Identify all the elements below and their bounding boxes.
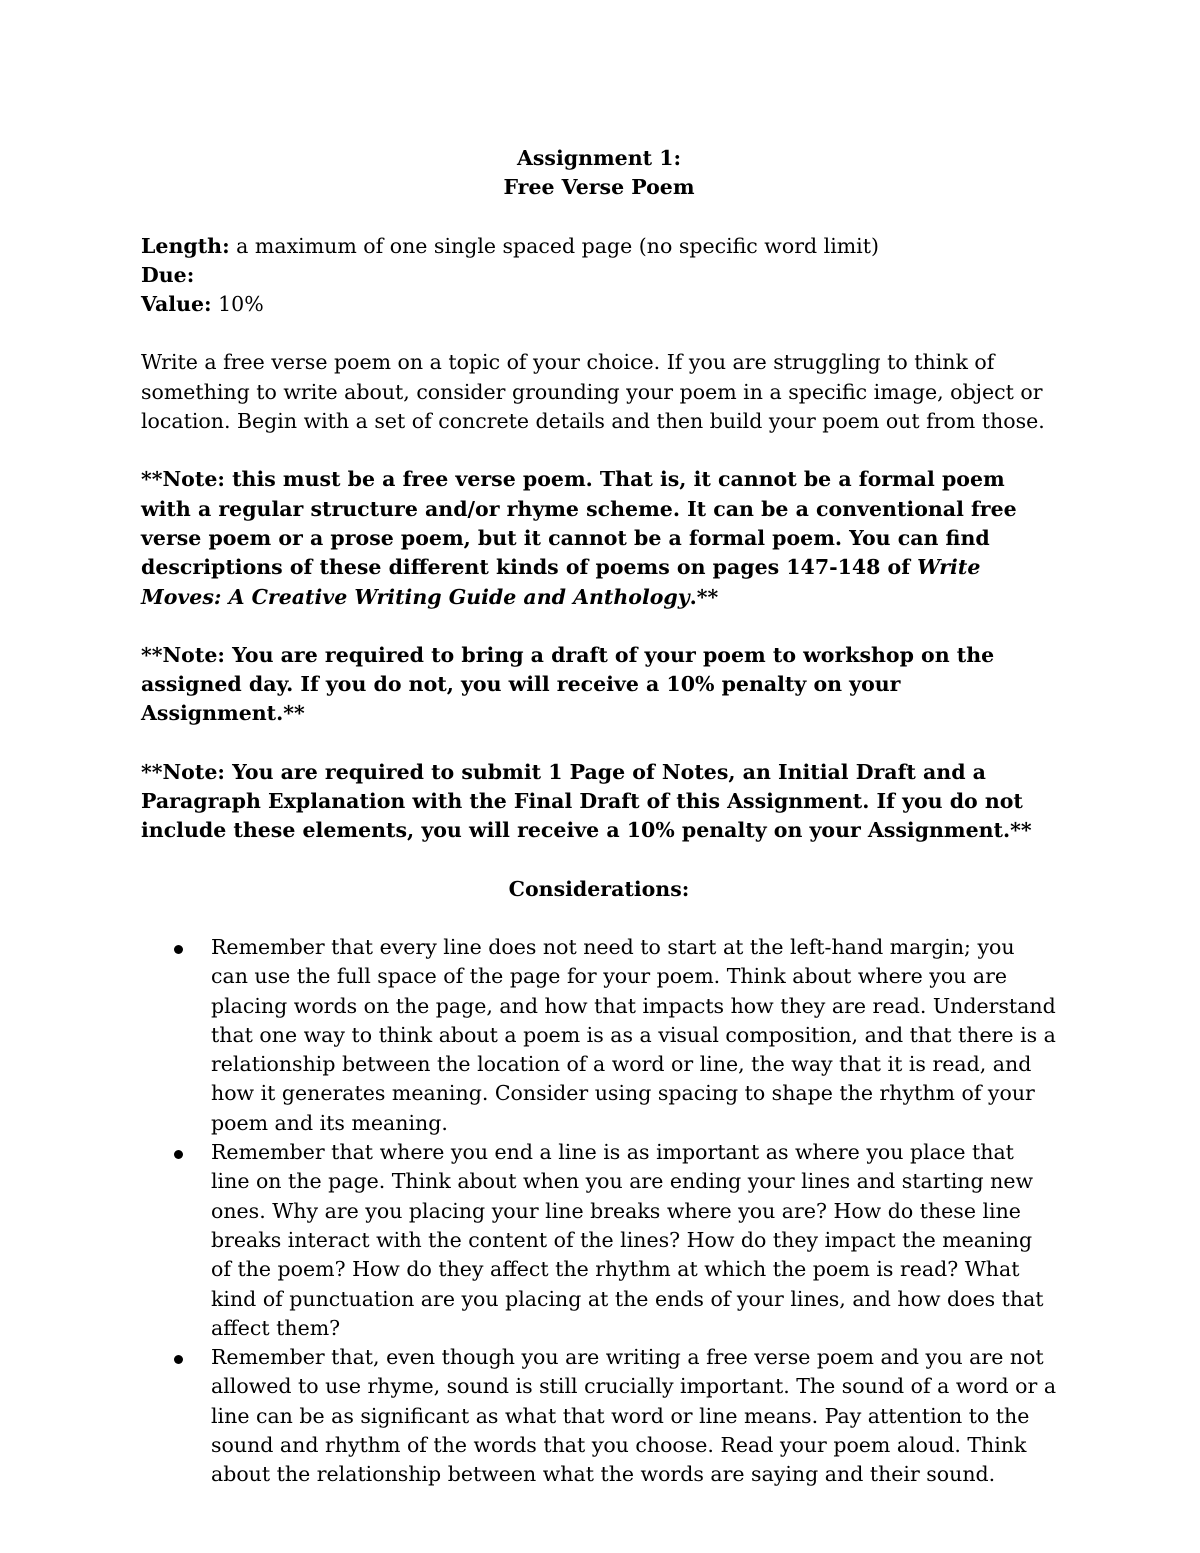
length-label: Length: (141, 233, 230, 258)
consideration-text: Remember that where you end a line is as important as where you place that line on the page. Think about when you are ending your lines and starting new ones. Why are you placing your line breaks where you are? How do these line breaks interact with the content of the lines? How do they impact the meaning of the poem? How do they affect the rhythm at which the poem is read? What kind of punctuation are you placing at the ends of your lines, and how does that affect them? (211, 1140, 1044, 1340)
note-free-verse (141, 465, 1057, 611)
value-label: Value: (141, 292, 212, 317)
considerations-list (141, 933, 1057, 1490)
consideration-text: Remember that, even though you are writing a free verse poem and you are not allowed to use rhyme, sound is still crucially important. The sound of a word or a line can be as significant as what that word or line means. Pay attention to the sound and rhythm of the words that you choose. Read your poem aloud. Think about the relationship between what the words are saying and their sound. (211, 1345, 1057, 1487)
note-workshop-draft: **Note: You are required to bring a draft of your poem to workshop on the assigned day. If you do not, you will receive a 10% penalty on your Assignment.** (141, 642, 995, 726)
value-line (141, 290, 1057, 319)
book-title: Write Moves: A Creative Writing Guide and Anthology (141, 555, 981, 609)
note-free-verse-text: **Note: this must be a free verse poem. That is, it cannot be a formal poem with a regular structure and/or rhyme scheme. It can be a conventional free verse poem or a prose poem, but it cannot be a formal poem. You can find descriptions of these different kinds of poems on pages 147-148 of (141, 467, 1017, 580)
note-submission-requirements: **Note: You are required to submit 1 Page of Notes, an Initial Draft and a Paragraph Explanation with the Final Draft of this Assignment. If you do not include these elements, you will receive a 10% penalty on your Assignment.** (141, 759, 1032, 843)
title-line-1: Assignment 1: (516, 146, 682, 170)
due-label: Due: (141, 262, 195, 287)
list-item (211, 1343, 1057, 1489)
document-content (141, 144, 1057, 1490)
length-value: a maximum of one single spaced page (no specific word limit) (236, 233, 879, 258)
considerations-heading: Considerations: (508, 876, 690, 901)
title-line-2: Free Verse Poem (503, 175, 695, 200)
due-line (141, 261, 1057, 290)
list-item (211, 1138, 1057, 1343)
list-item (211, 933, 1057, 1138)
assignment-title (141, 144, 1057, 203)
length-line (141, 232, 1057, 261)
value-value: 10% (218, 292, 264, 317)
bullet-icon (174, 1355, 183, 1364)
note-free-verse-end: .** (689, 584, 719, 609)
intro-paragraph: Write a free verse poem on a topic of your choice. If you are struggling to think of something to write about, consider grounding your poem in a specific image, object or location. Begin with a set of concrete details and then build your poem out from those. (141, 350, 1045, 434)
bullet-icon (174, 1150, 183, 1159)
assignment-meta (141, 232, 1057, 320)
consideration-text: Remember that every line does not need to start at the left-hand margin; you can use the full space of the page for your poem. Think about where you are placing words on the page, and how that impacts how they are read. Understand that one way to think about a poem is as a visual composition, and that there is a relationship between the location of a word or line, the way that it is read, and how it generates meaning. Consider using spacing to shape the rhythm of your poem and its meaning. (211, 934, 1056, 1135)
bullet-icon (174, 945, 183, 954)
